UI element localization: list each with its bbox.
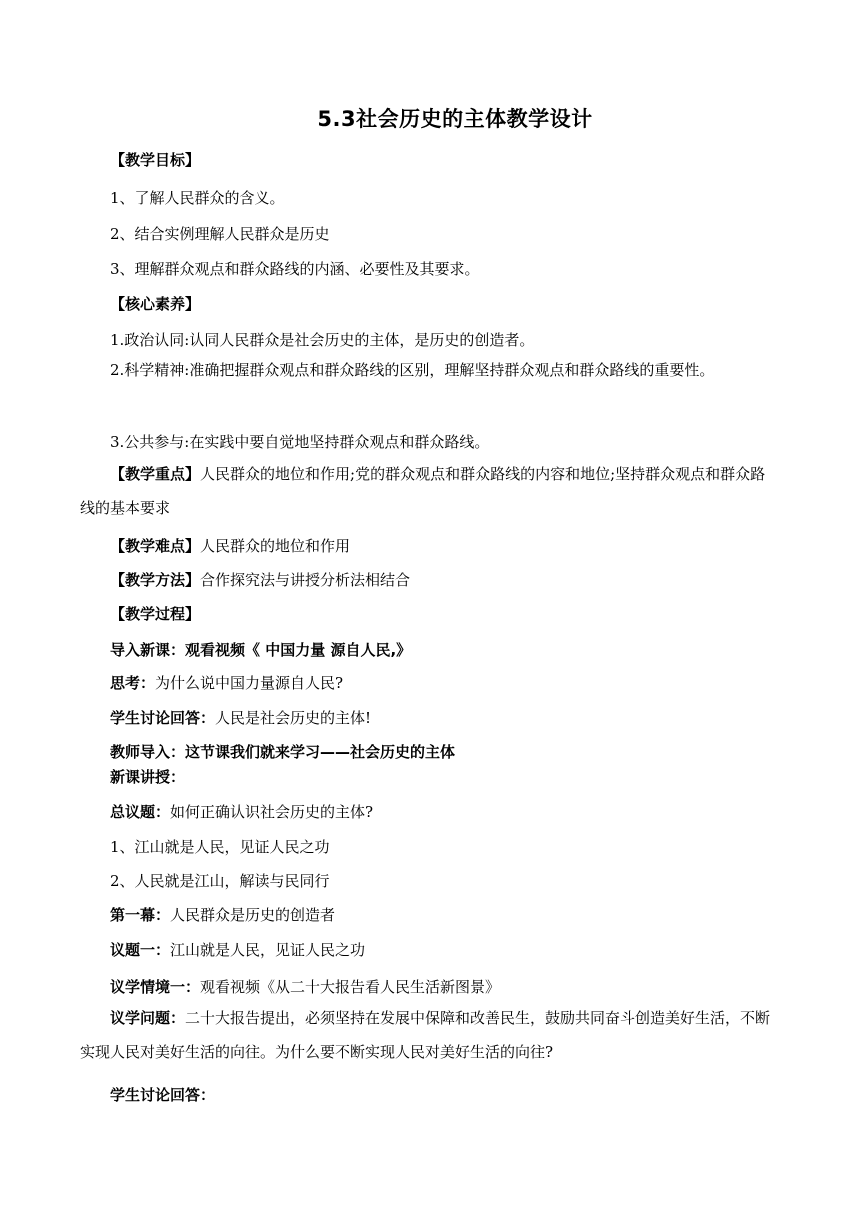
act1-text: 人民群众是历史的创造者 bbox=[170, 906, 336, 924]
answer-label: 学生讨论回答： bbox=[110, 1086, 216, 1104]
think-label: 思考： bbox=[110, 674, 156, 692]
issue1-label: 议题一： bbox=[110, 941, 171, 959]
page-title: 5.3社会历史的主体教学设计 bbox=[317, 107, 593, 131]
core-heading: 【核心素养】 bbox=[110, 295, 201, 313]
difficulty bbox=[110, 534, 810, 558]
core-1: 1.政治认同:认同人民群众是社会历史的主体，是历史的创造者。 bbox=[110, 331, 535, 349]
discuss-label: 学生讨论回答： bbox=[110, 709, 216, 727]
key-text: 人民群众的地位和作用;党的群众观点和群众路线的内容和地位;坚持群众观点和群众路线的基本要求 bbox=[80, 465, 766, 517]
key-heading: 【教学重点】 bbox=[110, 465, 201, 483]
question-text: 二十大报告提出，必须坚持在发展中保障和改善民生，鼓励共同奋斗创造美好生活，不断实现人民对美好生活的向往。为什么要不断实现人民对美好生活的向往? bbox=[80, 1009, 771, 1061]
question-para bbox=[80, 1001, 780, 1069]
scene1-line bbox=[110, 975, 810, 999]
method-heading: 【教学方法】 bbox=[110, 571, 201, 589]
scene1-label: 议学情境一： bbox=[110, 978, 201, 996]
goal-1: 1、了解人民群众的含义。 bbox=[110, 189, 285, 207]
sub-topic-2: 2、人民就是江山，解读与民同行 bbox=[110, 872, 330, 890]
new-lesson: 新课讲授： bbox=[110, 768, 186, 786]
think-line bbox=[110, 671, 810, 695]
goal-3: 3、理解群众观点和群众路线的内涵、必要性及其要求。 bbox=[110, 260, 480, 278]
core-3: 3.公共参与:在实践中要自觉地坚持群众观点和群众路线。 bbox=[110, 433, 490, 451]
key-points bbox=[80, 457, 780, 525]
sub-topic-1: 1、江山就是人民，见证人民之功 bbox=[110, 838, 330, 856]
issue1-text: 江山就是人民，见证人民之功 bbox=[170, 941, 366, 959]
method-text: 合作探究法与讲授分析法相结合 bbox=[200, 571, 411, 589]
act1-line bbox=[110, 903, 810, 927]
discuss-line bbox=[110, 706, 810, 730]
process-heading: 【教学过程】 bbox=[110, 605, 201, 623]
teacher-intro: 教师导入：这节课我们就来学习——社会历史的主体 bbox=[110, 743, 456, 761]
think-text: 为什么说中国力量源自人民? bbox=[155, 674, 344, 692]
scene1-text: 观看视频《从二十大报告看人民生活新图景》 bbox=[200, 978, 501, 996]
discuss-text: 人民是社会历史的主体! bbox=[215, 709, 372, 727]
core-2: 2.科学精神:准确把握群众观点和群众路线的区别，理解坚持群众观点和群众路线的重要性。 bbox=[110, 361, 715, 379]
topic-text: 如何正确认识社会历史的主体? bbox=[170, 803, 374, 821]
goals-heading: 【教学目标】 bbox=[110, 151, 201, 169]
diff-text: 人民群众的地位和作用 bbox=[200, 537, 351, 555]
question-label: 议学问题： bbox=[110, 1009, 186, 1027]
diff-heading: 【教学难点】 bbox=[110, 537, 201, 555]
intro-line: 导入新课：观看视频《 中国力量 源自人民,》 bbox=[110, 641, 412, 659]
topic-line bbox=[110, 800, 810, 824]
issue1-line bbox=[110, 938, 810, 962]
topic-label: 总议题： bbox=[110, 803, 171, 821]
goal-2: 2、结合实例理解人民群众是历史 bbox=[110, 225, 330, 243]
act1-label: 第一幕： bbox=[110, 906, 171, 924]
method bbox=[110, 568, 810, 592]
